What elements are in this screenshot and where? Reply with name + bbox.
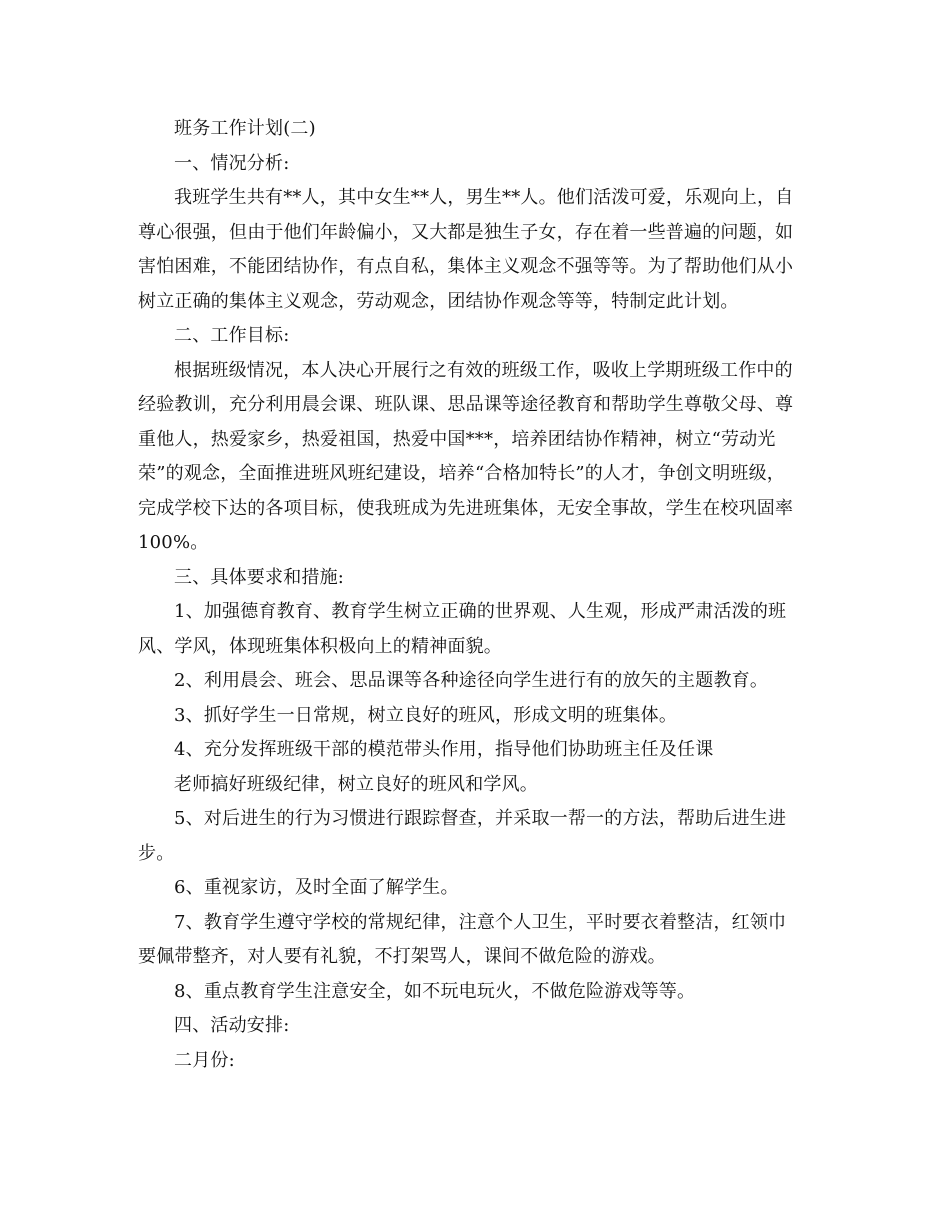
- list-item-line: 步。: [138, 842, 175, 864]
- paragraph-line: 根据班级情况，本人决心开展行之有效的班级工作，吸收上学期班级工作中的: [174, 359, 793, 381]
- section-heading-activities: 四、活动安排:: [174, 1015, 290, 1036]
- section-heading-goals: 二、工作目标:: [174, 325, 290, 346]
- paragraph-line: 100%。: [138, 532, 209, 553]
- paragraph-line: 完成学校下达的各项目标，使我班成为先进班集体，无安全事故，学生在校巩固率: [138, 497, 794, 519]
- paragraph-line: 尊心很强，但由于他们年龄偏小，又大都是独生子女，存在着一些普遍的问题，如: [138, 221, 794, 243]
- section-heading-requirements: 三、具体要求和措施:: [174, 566, 345, 588]
- list-item-line: 要佩带整齐，对人要有礼貌，不打架骂人，课间不做危险的游戏。: [138, 946, 666, 967]
- list-item-line: 风、学风，体现班集体积极向上的精神面貌。: [138, 635, 502, 657]
- document-page: [138, 112, 822, 1078]
- list-item-line: 2、利用晨会、班会、思品课等各种途径向学生进行有的放矢的主题教育。: [174, 670, 769, 691]
- list-item-line: 8、重点教育学生注意安全，如不玩电玩火，不做危险游戏等等。: [174, 980, 696, 1002]
- section-heading-situation: 一、情况分析:: [174, 152, 290, 174]
- list-item-line: 3、抓好学生一日常规，树立良好的班风，形成文明的班集体。: [174, 704, 678, 726]
- paragraph-line: 经验教训，充分利用晨会课、班队课、思品课等途径教育和帮助学生尊敬父母、尊: [138, 394, 794, 415]
- list-item-line: 老师搞好班级纪律，树立良好的班风和学风。: [174, 773, 538, 795]
- list-item-line: 6、重视家访，及时全面了解学生。: [174, 877, 459, 898]
- document-title: 班务工作计划(二): [174, 118, 316, 139]
- list-item-line: 7、教育学生遵守学校的常规纪律，注意个人卫生，平时要衣着整洁，红领巾: [174, 911, 787, 933]
- paragraph-line: 树立正确的集体主义观念，劳动观念，团结协作观念等等，特制定此计划。: [138, 290, 739, 312]
- paragraph-line: 荣”的观念，全面推进班风班纪建设，培养“合格加特长”的人才，争创文明班级，: [138, 463, 786, 484]
- paragraph-line: 害怕困难，不能团结协作，有点自私，集体主义观念不强等等。为了帮助他们从小: [138, 256, 794, 277]
- month-heading: 二月份:: [174, 1049, 235, 1071]
- list-item-line: 1、加强德育教育、教育学生树立正确的世界观、人生观，形成严肃活泼的班: [174, 601, 787, 622]
- paragraph-line: 我班学生共有**人，其中女生**人，男生**人。他们活泼可爱，乐观向上，自: [174, 187, 794, 208]
- paragraph-line: 重他人，热爱家乡，热爱祖国，热爱中国***，培养团结协作精神，树立“劳动光: [138, 428, 776, 450]
- list-item-line: 4、充分发挥班级干部的模范带头作用，指导他们协助班主任及任课: [174, 739, 714, 760]
- list-item-line: 5、对后进生的行为习惯进行跟踪督查，并采取一帮一的方法，帮助后进生进: [174, 808, 787, 829]
